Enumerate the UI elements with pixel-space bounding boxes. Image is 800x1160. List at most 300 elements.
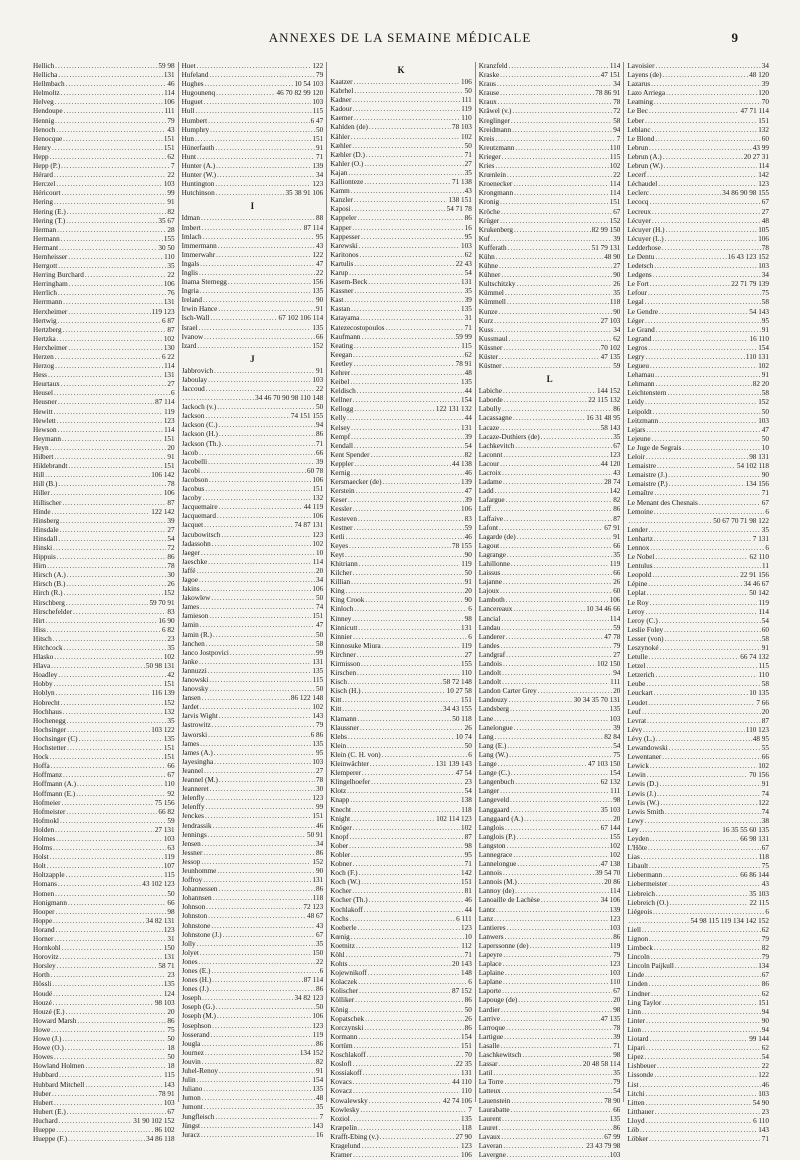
dot-leader [651,80,761,89]
dot-leader [208,117,309,126]
index-entry [33,408,175,417]
dot-leader [205,80,294,89]
dot-leader [358,515,464,524]
index-entry [330,869,472,878]
entry-name: Jarvis Wight [181,712,218,721]
entry-name: Hewlett [33,416,56,425]
entry-name: Kopatschek [330,1014,365,1023]
dot-leader [361,878,460,887]
dot-leader [68,344,162,353]
entry-pages: 86 [464,996,472,1005]
dot-leader [208,831,306,840]
index-entry [330,1078,472,1087]
index-entry [330,342,472,351]
entry-pages: 114 [164,89,175,98]
entry-pages: 50 [464,1005,472,1014]
dot-leader [205,485,311,494]
index-entry [330,196,472,205]
dot-leader [648,699,755,708]
entry-name: Lantieres [478,923,506,932]
entry-name: Hertzka [33,334,56,343]
index-entry [33,162,175,171]
entry-pages: 72 [167,543,175,552]
dot-leader [656,380,752,389]
index-entry [33,480,175,489]
dot-leader [204,767,315,776]
entry-name: Kramer [330,1151,353,1160]
dot-leader [501,1133,603,1142]
entry-name: Hughes [181,80,204,89]
entry-name: Landolt [478,678,502,687]
dot-leader [653,408,761,417]
dot-leader [57,962,158,971]
entry-pages: 66 [316,332,324,341]
dot-leader [503,344,599,353]
dot-leader [655,371,761,380]
entry-name: Holden [33,825,55,834]
entry-name: Janowski [181,676,209,684]
index-entry [33,426,175,435]
dot-leader [58,289,166,298]
index-entry [182,71,324,80]
dot-leader [205,412,289,421]
dot-leader [650,362,757,371]
entry-pages: 139 [312,162,324,171]
entry-name: Kraske [478,71,500,80]
dot-leader [199,658,311,667]
dot-leader [504,396,588,405]
dot-leader [529,942,608,951]
index-entry [33,953,175,962]
dot-leader [53,990,163,999]
entry-name: Letzel [627,662,646,671]
index-entry [33,1135,175,1144]
entry-pages: 34 86 90 98 155 [722,189,769,198]
index-entry [479,815,621,824]
entry-pages: 155 [609,832,621,841]
entry-name: Kolaczek [330,978,358,987]
index-entry [479,335,621,344]
entry-pages: 91 [167,453,175,462]
dot-leader [517,833,609,842]
entry-name: Horth [33,971,50,980]
dot-leader [358,624,460,633]
index-entry [182,117,324,126]
dot-leader [362,687,446,696]
dot-leader [85,1081,163,1090]
entry-pages: 152 [163,698,175,707]
entry-pages: 43 [316,241,324,250]
entry-pages: 10 [464,932,472,941]
dot-leader [202,1058,315,1067]
dot-leader [500,198,608,207]
dot-leader [346,533,464,542]
index-entry [479,542,621,551]
entry-pages: 50 [316,125,324,134]
dot-leader [495,733,604,742]
index-entry [627,262,769,271]
entry-pages: 152 [312,857,324,866]
entry-name: Kowalewsky [330,1096,368,1105]
dot-leader [199,449,315,458]
index-entry [182,731,324,740]
entry-name: Hering (T.) [33,216,66,225]
dot-leader [367,1051,464,1060]
entry-pages: 102 [163,334,175,343]
index-entry [330,142,472,151]
entry-pages: 44 120 [600,459,621,468]
entry-name: König [330,1005,349,1014]
dot-leader [360,724,464,733]
entry-pages: 134 156 [745,480,769,489]
entry-pages: 46 [316,821,324,830]
entry-name: Holtzapple [33,871,65,880]
index-entry [182,62,324,71]
entry-name: Kirchner [330,650,356,659]
entry-pages: 43 [761,880,769,889]
index-entry [33,544,175,553]
index-entry [182,287,324,296]
dot-leader [509,62,609,71]
dot-leader [218,305,315,314]
index-entry [33,135,175,144]
dot-leader [656,62,761,71]
entry-name: Krause [478,89,500,98]
index-entry [479,71,621,80]
entry-pages: 10 27 58 [446,687,472,696]
entry-pages: 28 74 [604,478,621,487]
index-entry [627,1008,769,1017]
index-entry [33,935,175,944]
entry-name: Kartulis [330,259,354,268]
dot-leader [349,542,451,551]
entry-name: Jakowlew [181,594,211,603]
index-entry [182,385,324,394]
entry-name: Hinsdale [33,525,59,534]
entry-name: Kraus [478,80,496,89]
dot-leader [208,376,311,385]
entry-name: Kestner [330,523,353,532]
index-entry [627,862,769,871]
entry-name: Lion [627,1025,641,1034]
entry-name: Kümmel [478,289,504,298]
entry-name: Lacroix [478,469,502,478]
dot-leader [510,796,612,805]
entry-pages: 135 [312,739,324,748]
entry-name: Hun [181,134,194,143]
entry-pages: 87 [167,325,175,334]
entry-pages: 94 [316,421,324,430]
dot-leader [200,740,311,749]
index-entry [33,762,175,771]
entry-name: Herman [33,225,57,234]
dot-leader [58,426,164,435]
entry-name: Jelenfly [181,794,205,803]
dot-leader [209,676,311,685]
entry-name: Hepp [33,152,49,161]
entry-name: Immerwahr [181,250,216,259]
index-entry [627,780,769,789]
dot-leader [219,430,315,439]
entry-pages: 20 [761,707,769,716]
index-entry [627,553,769,562]
entry-pages: 90 [761,471,769,480]
dot-leader [215,144,315,153]
entry-name: Howard Marsh [33,1016,77,1025]
entry-pages: 143 [758,1125,769,1134]
index-entry [627,608,769,617]
index-entry [182,685,324,694]
dot-leader [68,899,166,908]
entry-pages: 91 [613,532,621,541]
entry-pages: 35 103 [749,889,769,898]
dot-leader [500,71,599,80]
entry-name: Kinloch [330,605,354,614]
dot-leader [494,715,608,724]
index-entry [330,1133,472,1142]
entry-pages: 22 115 132 [588,396,621,405]
entry-pages: 102 114 123 [436,814,472,823]
entry-pages: 66 [167,898,175,907]
dot-leader [646,1117,753,1126]
entry-name: Izard [181,341,197,350]
entry-pages: 156 [312,278,324,287]
entry-pages: 34 [316,839,324,848]
dot-leader [370,760,435,769]
index-entry [479,906,621,915]
index-entry [330,1115,472,1124]
dot-leader [506,496,613,505]
entry-name: Legal [627,298,644,307]
index-entry [33,271,175,280]
dot-leader [55,98,163,107]
entry-name: Herrlich [33,289,57,298]
dot-leader [66,808,157,817]
dot-leader [348,733,455,742]
entry-pages: 79 [613,951,621,959]
entry-name: Krüger [478,216,500,225]
entry-name: Henoch [33,125,56,134]
entry-name: Lacaze-Duthiers (de) [478,432,540,441]
entry-name: Kerstein [330,487,355,496]
entry-pages: 74 [761,789,769,798]
entry-name: Lesser (von) [627,634,664,643]
dot-leader [55,362,163,371]
index-entry [330,724,472,733]
entry-name: Krukenberg [478,225,513,234]
entry-name: Hornkohl [33,944,61,953]
entry-pages: 27 [167,525,175,534]
entry-pages: 35 38 91 106 [285,189,324,198]
entry-pages: 118 [312,894,324,903]
dot-leader [204,333,315,342]
entry-pages: 119 [461,559,472,568]
entry-pages: 6 [171,389,175,398]
entry-name: Hoblyn [33,689,55,698]
entry-name: James (A.) [181,748,213,757]
entry-pages: 35 [167,262,175,271]
entry-name: Herrmann [33,298,63,307]
index-entry [479,226,621,235]
entry-pages: 131 [461,423,472,432]
dot-leader [371,778,463,787]
entry-pages: 102 [312,539,324,548]
entry-name: Koziol [330,1114,350,1123]
entry-pages: 151 [461,1041,472,1050]
entry-pages: 35 [316,1103,324,1112]
entry-name: Jacob [181,448,198,457]
entry-pages: 118 [609,298,621,307]
entry-name: Hering (E.) [33,207,66,216]
entry-pages: 103 [609,923,621,932]
entry-pages: 79 [316,71,324,80]
index-entry [33,999,175,1008]
entry-name: Löbker [627,1135,649,1144]
dot-leader [645,117,757,126]
entry-pages: 115 [461,341,472,350]
index-entry [182,233,324,242]
dot-leader [216,162,311,171]
entry-pages: 59 [464,523,472,532]
entry-pages: 22 [316,268,324,277]
index-entry [627,508,769,517]
entry-pages: 87 [167,498,175,507]
dot-leader [511,1097,603,1106]
dot-leader [211,594,315,603]
index-entry [330,842,472,851]
entry-pages: 47 [316,259,324,268]
entry-name: Keser [330,496,347,505]
dot-leader [202,994,293,1003]
dot-leader [196,567,315,576]
dot-leader [58,671,166,680]
entry-pages: 26 [464,723,472,732]
dot-leader [368,969,460,978]
dot-leader [68,308,150,317]
dot-leader [59,1071,163,1080]
index-entry [33,289,175,298]
entry-pages: 132 [312,494,324,503]
entry-pages: 102 [609,841,621,850]
dot-leader [650,198,761,207]
index-entry [330,451,472,460]
entry-name: Landgraf [478,650,506,659]
index-entry [33,971,175,980]
entry-pages: 67 91 [604,523,621,532]
entry-name: Leitzmann [627,416,659,425]
index-entry [330,287,472,296]
dot-leader [646,426,760,435]
dot-leader [668,389,761,398]
entry-pages: 154 [461,396,472,405]
entry-pages: 23 [761,1107,769,1116]
entry-pages: 22 [613,171,621,180]
dot-leader [61,89,163,98]
index-entry [33,189,175,198]
index-entry [330,778,472,787]
entry-name: Jamin (R.) [181,630,212,639]
entry-name: Kirschen [330,669,357,678]
dot-leader [506,651,612,660]
index-entry [182,603,324,612]
index-entry [479,896,621,905]
index-entry [182,931,324,940]
entry-pages: 67 [613,441,621,450]
dot-leader [53,635,167,644]
index-entry [33,662,175,671]
dot-leader [204,521,293,530]
entry-name: Kæhler (D.) [330,150,365,159]
entry-name: Kappesser [330,232,361,241]
dot-leader [659,417,757,426]
dot-leader [217,1012,311,1021]
dot-leader [509,335,613,344]
entry-name: Humbert [181,116,208,125]
entry-name: Kahlden (de) [330,123,368,132]
entry-name: Ledderhose [627,243,661,252]
entry-pages: 95 [316,232,324,241]
entry-pages: 70 [464,1051,472,1060]
entry-pages: 131 [163,953,175,962]
index-entry [627,135,769,144]
entry-name: Leuckart [627,689,653,698]
index-entry [627,535,769,544]
entry-pages: 47 151 [600,71,621,80]
index-entry [627,235,769,244]
dot-leader [501,569,612,578]
entry-name: Knopf [330,832,349,841]
entry-name: Korczynski [330,1023,364,1032]
dot-leader [494,326,612,335]
entry-pages: 79 [167,116,175,125]
entry-pages: 6 82 [162,625,175,634]
dot-leader [351,469,463,478]
index-entry [33,235,175,244]
entry-pages: 90 [316,296,324,305]
dot-leader [495,487,609,496]
index-entry [627,899,769,908]
entry-pages: 20 [613,814,621,823]
entry-pages: 99 144 [749,1035,769,1044]
dot-leader [498,98,612,107]
dot-leader [199,576,315,585]
entry-name: Heusner [33,398,57,407]
dot-leader [206,640,315,649]
entry-name: Jendrassik [181,821,212,830]
entry-name: Klemperer [330,769,361,778]
dot-leader [205,1049,299,1058]
entry-name: Jaworski [181,730,208,739]
entry-pages: 62 [464,250,472,259]
entry-name: Landon Carter Grey [478,687,537,696]
entry-pages: 54 90 [752,1098,769,1107]
entry-name: Keegan [330,350,353,359]
index-entry [33,580,175,589]
entry-pages: 44 138 [452,459,472,468]
index-entry [33,826,175,835]
entry-pages: 102 [609,850,621,859]
entry-name: Langgaard [478,805,510,814]
index-entry [627,817,769,826]
index-entry [479,705,621,714]
index-entry [479,89,621,98]
index-entry [627,1053,769,1062]
index-entry [182,740,324,749]
index-entry [33,744,175,753]
dot-leader [503,951,612,960]
entry-pages: 95 [761,316,769,325]
entry-name: Hellicha [33,71,58,80]
